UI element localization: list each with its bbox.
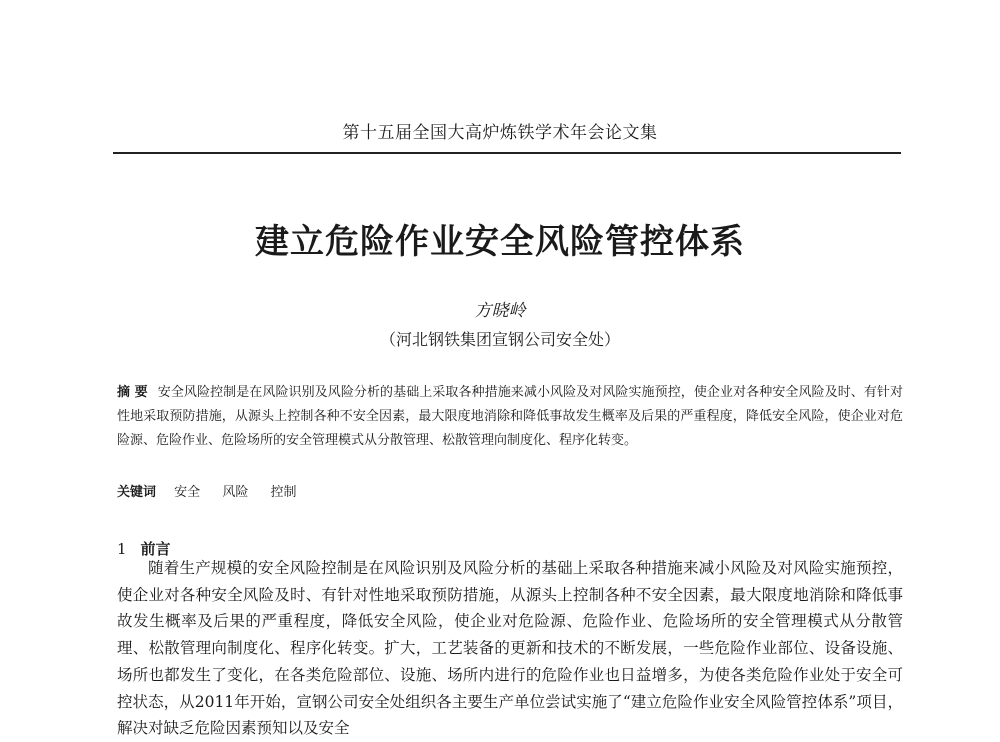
author-affiliation: （河北钢铁集团宣钢公司安全处） (379, 330, 620, 349)
running-head: 第十五届全国大高炉炼铁学术年会论文集 (342, 123, 658, 143)
section-number: 1 (117, 540, 127, 558)
abstract (117, 381, 903, 453)
body-paragraph: 随着生产规模的安全风险控制是在风险识别及风险分析的基础上采取各种措施来减小风险及对风险实施预控，使企业对各种安全风险及时、有针对性地采取预防措施，从源头上控制各种不安全因素，最大限度地消除和降低事故发生概率及后果的严重程度，降低安全风险，使企业对危险源、危险作业、危险场所的安全管理模式从分散管理、松散管理向制度化、程序化转变。扩大，工艺装备的更新和技术的不断发展，一些危险作业部位、设备设施、场所也都发生了变化，在各类危险部位、设施、场所内进行的危险作业也日益增多，为使各类危险作业处于安全可控状态，从2011年开始，宣钢公司安全处组织各主要生产单位尝试实施了“建立危险作业安全风险管控体系”项目，解决对缺乏危险因素预知以及安全 (117, 559, 903, 738)
keyword: 安全 (174, 485, 201, 500)
abstract-text: 安全风险控制是在风险识别及风险分析的基础上采取各种措施来减小风险及对风险实施预控，使企业对各种安全风险及时、有针对性地采取预防措施，从源头上控制各种不安全因素，最大限度地消除和降低事故发生概率及后果的严重程度，降低安全风险，使企业对危险源、危险作业、危险场所的安全管理模式从分散管理、松散管理向制度化、程序化转变。 (117, 385, 903, 448)
keyword: 控制 (270, 485, 297, 500)
section-title: 前言 (140, 540, 171, 558)
abstract-label: 摘 要 (117, 385, 148, 400)
keyword: 风险 (222, 485, 249, 500)
paper-title: 建立危险作业安全风险管控体系 (255, 222, 745, 262)
keywords (117, 481, 903, 505)
header-rule (113, 152, 901, 154)
author-name: 方晓岭 (474, 301, 526, 321)
keywords-label: 关键词 (117, 485, 157, 500)
